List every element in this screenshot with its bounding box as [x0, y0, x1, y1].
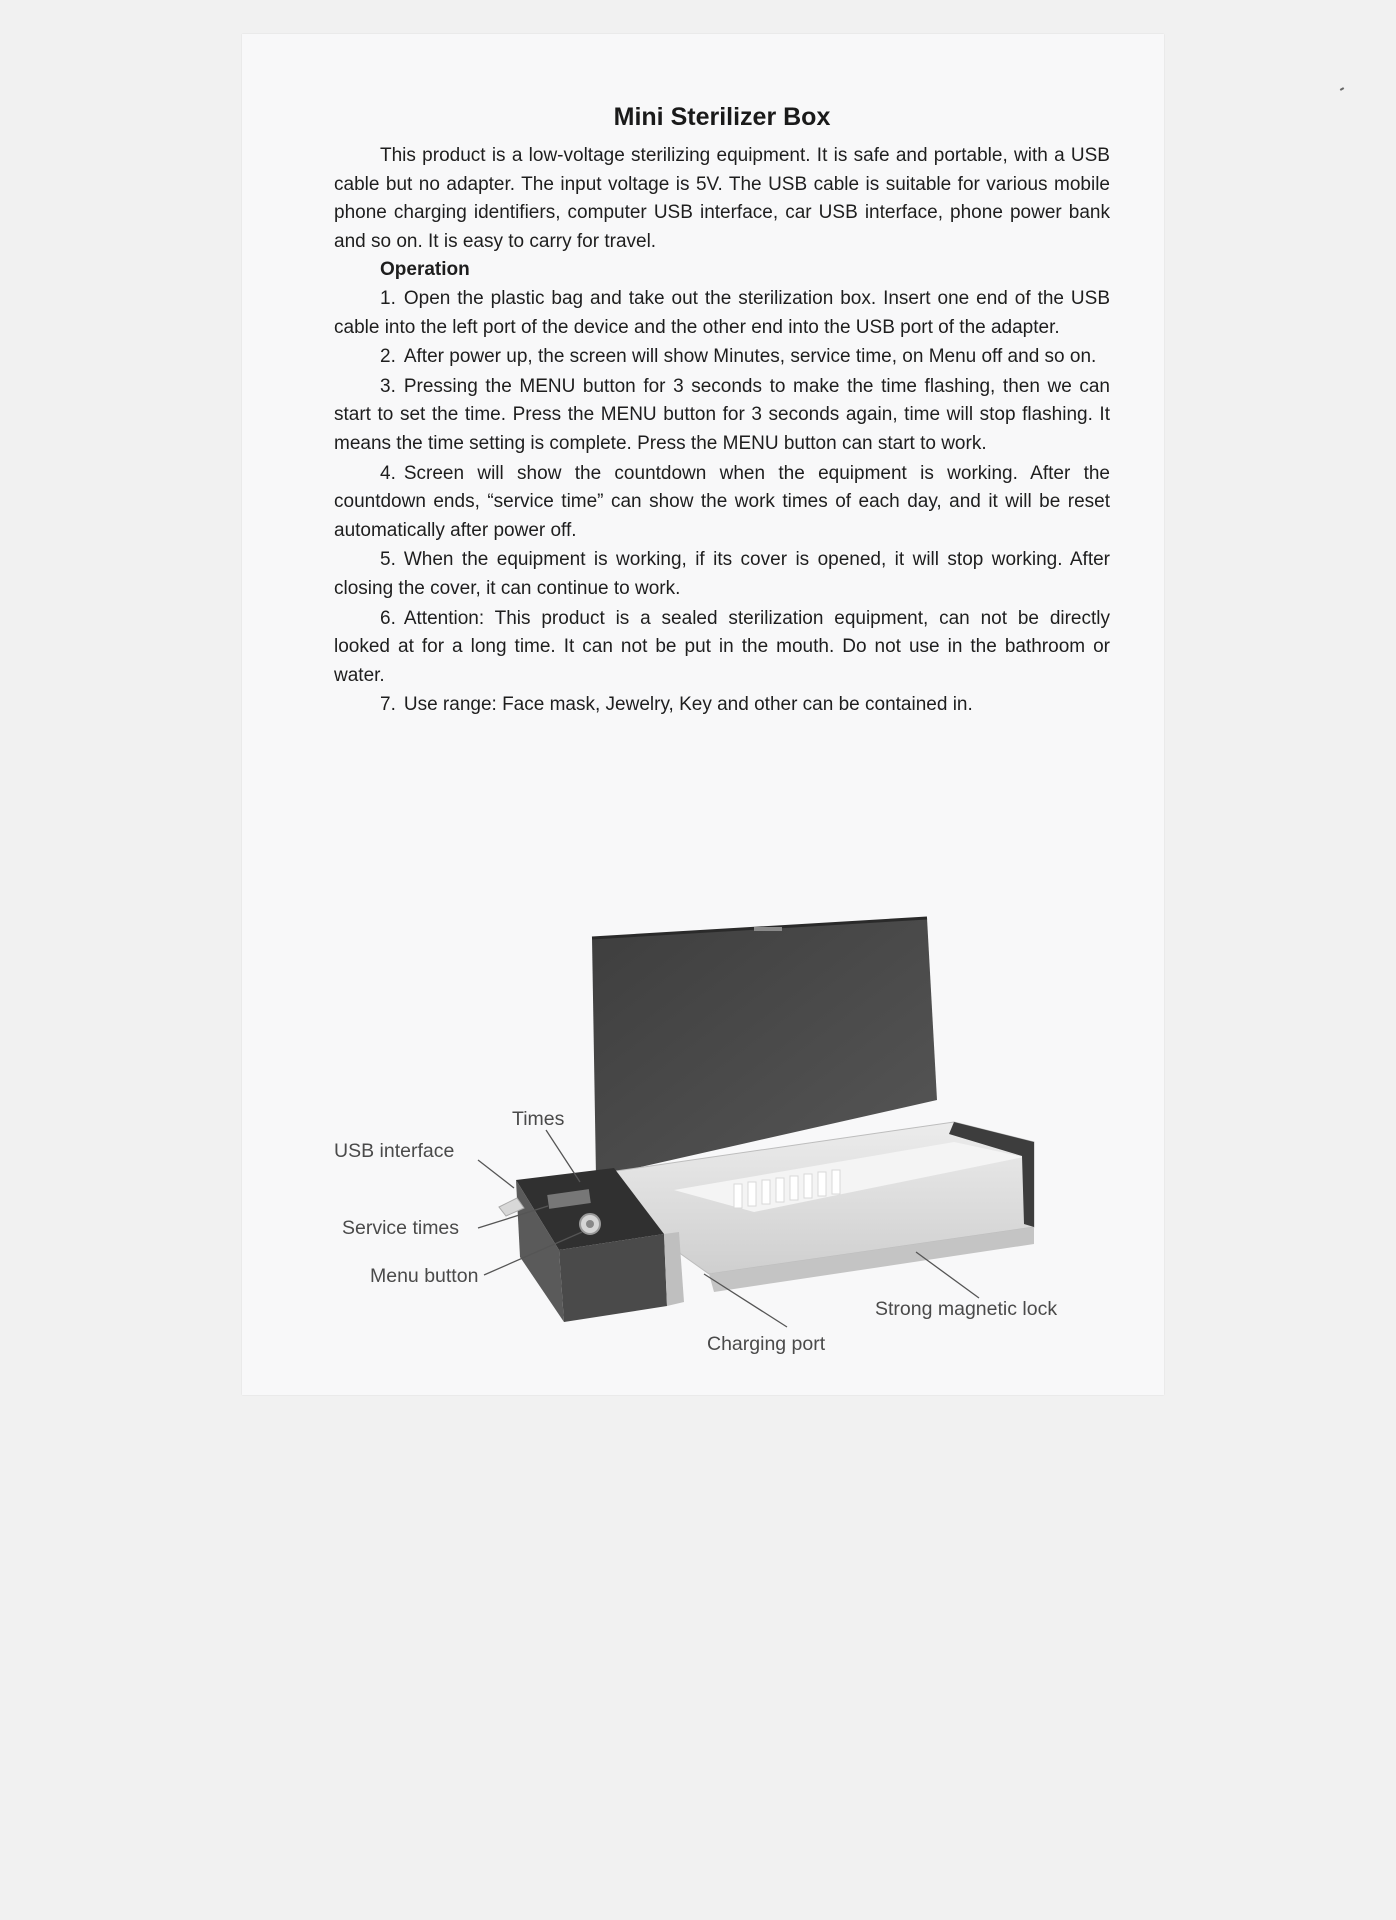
- step-item: [334, 691, 1110, 721]
- magnetic-lock-label: Strong magnetic lock: [875, 1298, 1058, 1320]
- step-item: [334, 285, 1110, 343]
- manual-text: [334, 100, 1110, 721]
- step-item: [334, 343, 1110, 373]
- step-number: 7.: [380, 694, 396, 716]
- charging-port-label: Charging port: [707, 1333, 826, 1355]
- service-times-label: Service times: [342, 1217, 460, 1239]
- step-text: Use range: Face mask, Jewelry, Key and other can be contained in.: [403, 694, 973, 716]
- operation-heading: Operation: [380, 259, 470, 281]
- times-label: Times: [512, 1108, 565, 1130]
- step-number: 2.: [380, 346, 396, 368]
- step-text: When the equipment is working, if its cover is opened, it will stop working. After closing the cover, it can continue to work.: [334, 549, 1110, 599]
- paper-sheet: [242, 34, 1164, 1395]
- intro-paragraph: This product is a low-voltage sterilizing equipment. It is safe and portable, with a USB cable but no adapter. The input voltage is 5V. The USB cable is suitable for various mobile phone charging identifiers, computer USB interface, car USB interface, phone power bank and so on. It is easy to carry for travel.: [334, 145, 1110, 252]
- operation-steps: [334, 285, 1110, 721]
- scan-speck: [1340, 87, 1344, 91]
- step-text: Pressing the MENU button for 3 seconds to make the time flashing, then we can start to set the time. Press the MENU button for 3 seconds again, time will stop flashing. It means the time setting is complete. Press the MENU button can start to work.: [334, 375, 1110, 454]
- step-number: 4.: [380, 462, 396, 484]
- step-item: [334, 373, 1110, 460]
- step-text: Attention: This product is a sealed sterilization equipment, can not be directly looked at for a long time. It can not be put in the mouth. Do not use in the bathroom or water.: [334, 607, 1110, 686]
- step-item: [334, 605, 1110, 692]
- step-number: 1.: [380, 287, 396, 309]
- step-number: 3.: [380, 375, 396, 397]
- step-number: 5.: [380, 549, 396, 571]
- menu-button-label: Menu button: [370, 1265, 479, 1287]
- step-number: 6.: [380, 607, 396, 629]
- step-text: Screen will show the countdown when the equipment is working. After the countdown ends, “service time” can show the work times of each day, and it will be reset automatically after power off.: [334, 462, 1110, 541]
- step-text: After power up, the screen will show Minutes, service time, on Menu off and so on.: [403, 346, 1097, 368]
- usb-interface-label: USB interface: [334, 1140, 455, 1162]
- document-title: Mini Sterilizer Box: [613, 103, 831, 131]
- product-diagram: [334, 872, 1114, 1372]
- step-text: Open the plastic bag and take out the sterilization box. Insert one end of the USB cable into the left port of the device and the other end into the USB port of the adapter.: [334, 287, 1110, 338]
- step-item: [334, 546, 1110, 604]
- sterilizer-illustration: [334, 872, 1114, 1372]
- step-item: [334, 460, 1110, 547]
